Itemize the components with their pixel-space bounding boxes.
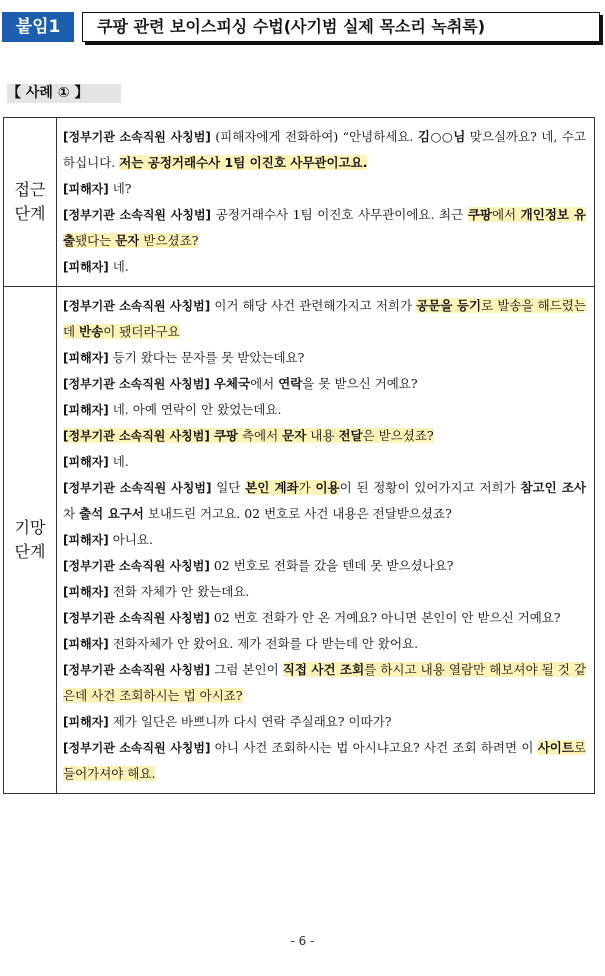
utterance-text: 차	[63, 506, 80, 521]
speaker-scammer: [정부기관 소속직원 사칭범]	[63, 481, 212, 495]
speaker-victim: [피해자]	[63, 182, 109, 196]
keyword: 연락	[278, 376, 303, 391]
speaker-scammer: [정부기관 소속직원 사칭범]	[63, 663, 211, 677]
speaker-scammer: [정부기관 소속직원 사칭범]	[63, 741, 211, 755]
highlight: 사이트	[537, 740, 574, 755]
speaker-scammer: [정부기관 소속직원 사칭범]	[63, 299, 211, 313]
utterance-text: 전화자체가 안 왔어요. 제가 전화를 다 받는데 안 왔어요.	[108, 636, 419, 651]
utterance	[63, 176, 586, 202]
utterance-text: 아니요.	[108, 532, 153, 547]
speaker-victim: [피해자]	[63, 455, 109, 469]
case-label: 【 사례 ① 】	[7, 84, 121, 103]
speaker-victim: [피해자]	[63, 585, 109, 599]
utterance	[63, 579, 586, 605]
speaker-scammer: [정부기관 소속직원 사칭범]	[63, 611, 210, 625]
speaker-scammer: [정부기관 소속직원 사칭범]	[63, 377, 210, 391]
highlight: 이 됐더라구요	[103, 324, 180, 339]
highlight: 로 들어가셔야 해요.	[63, 740, 586, 781]
speaker-victim: [피해자]	[63, 403, 109, 417]
utterance	[63, 397, 586, 423]
utterance	[63, 371, 586, 397]
utterance-text: 공정거래수사 1팀 이진호 사무관이에요. 최근	[211, 207, 468, 222]
utterance	[63, 657, 586, 709]
utterance-text: 네.	[108, 454, 129, 469]
speaker-scammer: [정부기관 소속직원 사칭범]	[63, 429, 210, 443]
highlight: 저는 공정거래수사 1팀 이진호 사무관이고요.	[119, 155, 368, 170]
utterance-text: 보내드린 거고요. 02 번호로 사건 내용은 전달받으셨죠?	[143, 506, 452, 521]
highlight: 를 하시고 내용 열람만 해보셔야 될 것 같은데 사건 조회하시는 법 아시죠?	[63, 662, 587, 703]
highlight: 받으셨죠?	[139, 233, 199, 248]
highlight: 본인 계좌	[245, 480, 299, 495]
utterance	[63, 527, 586, 553]
stage-label-approach	[4, 118, 57, 287]
stage-row-deceive	[4, 287, 595, 794]
utterance	[63, 293, 586, 345]
highlight: 이용	[315, 480, 340, 495]
keyword: 출석 요구서	[79, 506, 144, 521]
highlight: 공문을 등기	[416, 298, 482, 313]
highlight: 문자	[282, 428, 307, 443]
utterance-text: 에서	[250, 376, 279, 391]
highlight: 로 발송을 해드렸는데	[63, 298, 586, 339]
speaker-victim: [피해자]	[63, 260, 109, 274]
highlight: 문자	[115, 233, 140, 248]
utterance-text: 전화 자체가 안 왔는데요.	[108, 584, 250, 599]
highlight: 쿠팡	[213, 428, 238, 443]
utterance	[63, 631, 586, 657]
page-number: - 6 -	[290, 934, 315, 948]
victim-name: 김○○님	[417, 129, 466, 144]
highlight: 측에서	[237, 428, 283, 443]
highlight: 반송	[79, 324, 104, 339]
speaker-scammer: [정부기관 소속직원 사칭범]	[63, 208, 212, 222]
document-title: 쿠팡 관련 보이스피싱 수법(사기범 실제 목소리 녹취록)	[82, 12, 600, 42]
utterance	[63, 345, 586, 371]
highlight: 전달	[338, 428, 363, 443]
transcript-approach	[57, 118, 595, 287]
utterance-text: 네. 아예 연락이 안 왔었는데요.	[108, 402, 282, 417]
highlight: 직접 사건 조회	[282, 662, 365, 677]
highlight: 은 받으셨죠?	[362, 428, 434, 443]
utterance-text: 이 된 정황이 있어가지고 저희가	[339, 480, 521, 495]
highlight: 됐다는	[75, 233, 116, 248]
utterance	[63, 475, 586, 527]
utterance-text: 이거 해당 사건 관련해가지고 저희가	[210, 298, 417, 313]
utterance	[63, 709, 586, 735]
highlight: 개인정보 유출	[63, 207, 587, 248]
utterance	[63, 202, 586, 254]
stage-row-approach	[4, 118, 595, 287]
utterance-text: 일단	[211, 480, 246, 495]
keyword: 우체국	[213, 376, 251, 391]
speaker-victim: [피해자]	[63, 533, 109, 547]
highlight: 내용	[306, 428, 339, 443]
utterance-text: (피해자에게 전화하여) “안녕하세요.	[210, 129, 418, 144]
utterance-text: 02 번호 전화가 안 온 거예요? 아니면 본인이 안 받으신 거예요?	[209, 610, 561, 625]
utterance-text: 아니 사건 조회하시는 법 아시냐고요? 사건 조회 하려면 이	[210, 740, 538, 755]
transcript-deceive	[57, 287, 595, 794]
attachment-tag: 붙임1	[2, 12, 74, 42]
transcript-table	[3, 117, 595, 794]
utterance-text: 네?	[108, 181, 132, 196]
utterance-text: 02 번호로 전화를 갔을 텐데 못 받으셨나요?	[209, 558, 454, 573]
utterance	[63, 423, 586, 449]
keyword: 참고인 조사	[520, 480, 586, 495]
stage-approach-text: 접근 단계	[14, 180, 46, 223]
utterance-text: 그럼 본인이	[210, 662, 283, 677]
speaker-victim: [피해자]	[63, 351, 109, 365]
speaker-scammer: [정부기관 소속직원 사칭범]	[63, 559, 210, 573]
highlight: 에서	[491, 207, 521, 222]
utterance	[63, 449, 586, 475]
utterance	[63, 254, 586, 280]
highlight: 가	[298, 480, 316, 495]
utterance-text: 맞으실까요? 네, 수고하십니다.	[63, 129, 587, 170]
utterance-text: 네.	[108, 259, 129, 274]
utterance	[63, 553, 586, 579]
utterance-text: 을 못 받으신 거예요?	[302, 376, 418, 391]
speaker-victim: [피해자]	[63, 715, 109, 729]
speaker-victim: [피해자]	[63, 637, 109, 651]
highlight: 쿠팡	[467, 207, 492, 222]
utterance-text: 등기 왔다는 문자를 못 받았는데요?	[108, 350, 305, 365]
stage-label-deceive	[4, 287, 57, 794]
utterance	[63, 124, 586, 176]
stage-deceive-text: 기망 단계	[14, 518, 46, 561]
speaker-scammer: [정부기관 소속직원 사칭범]	[63, 130, 211, 144]
utterance	[63, 735, 586, 787]
utterance	[63, 605, 586, 631]
utterance-text: 제가 일단은 바쁘니까 다시 연락 주실래요? 이따가?	[108, 714, 392, 729]
